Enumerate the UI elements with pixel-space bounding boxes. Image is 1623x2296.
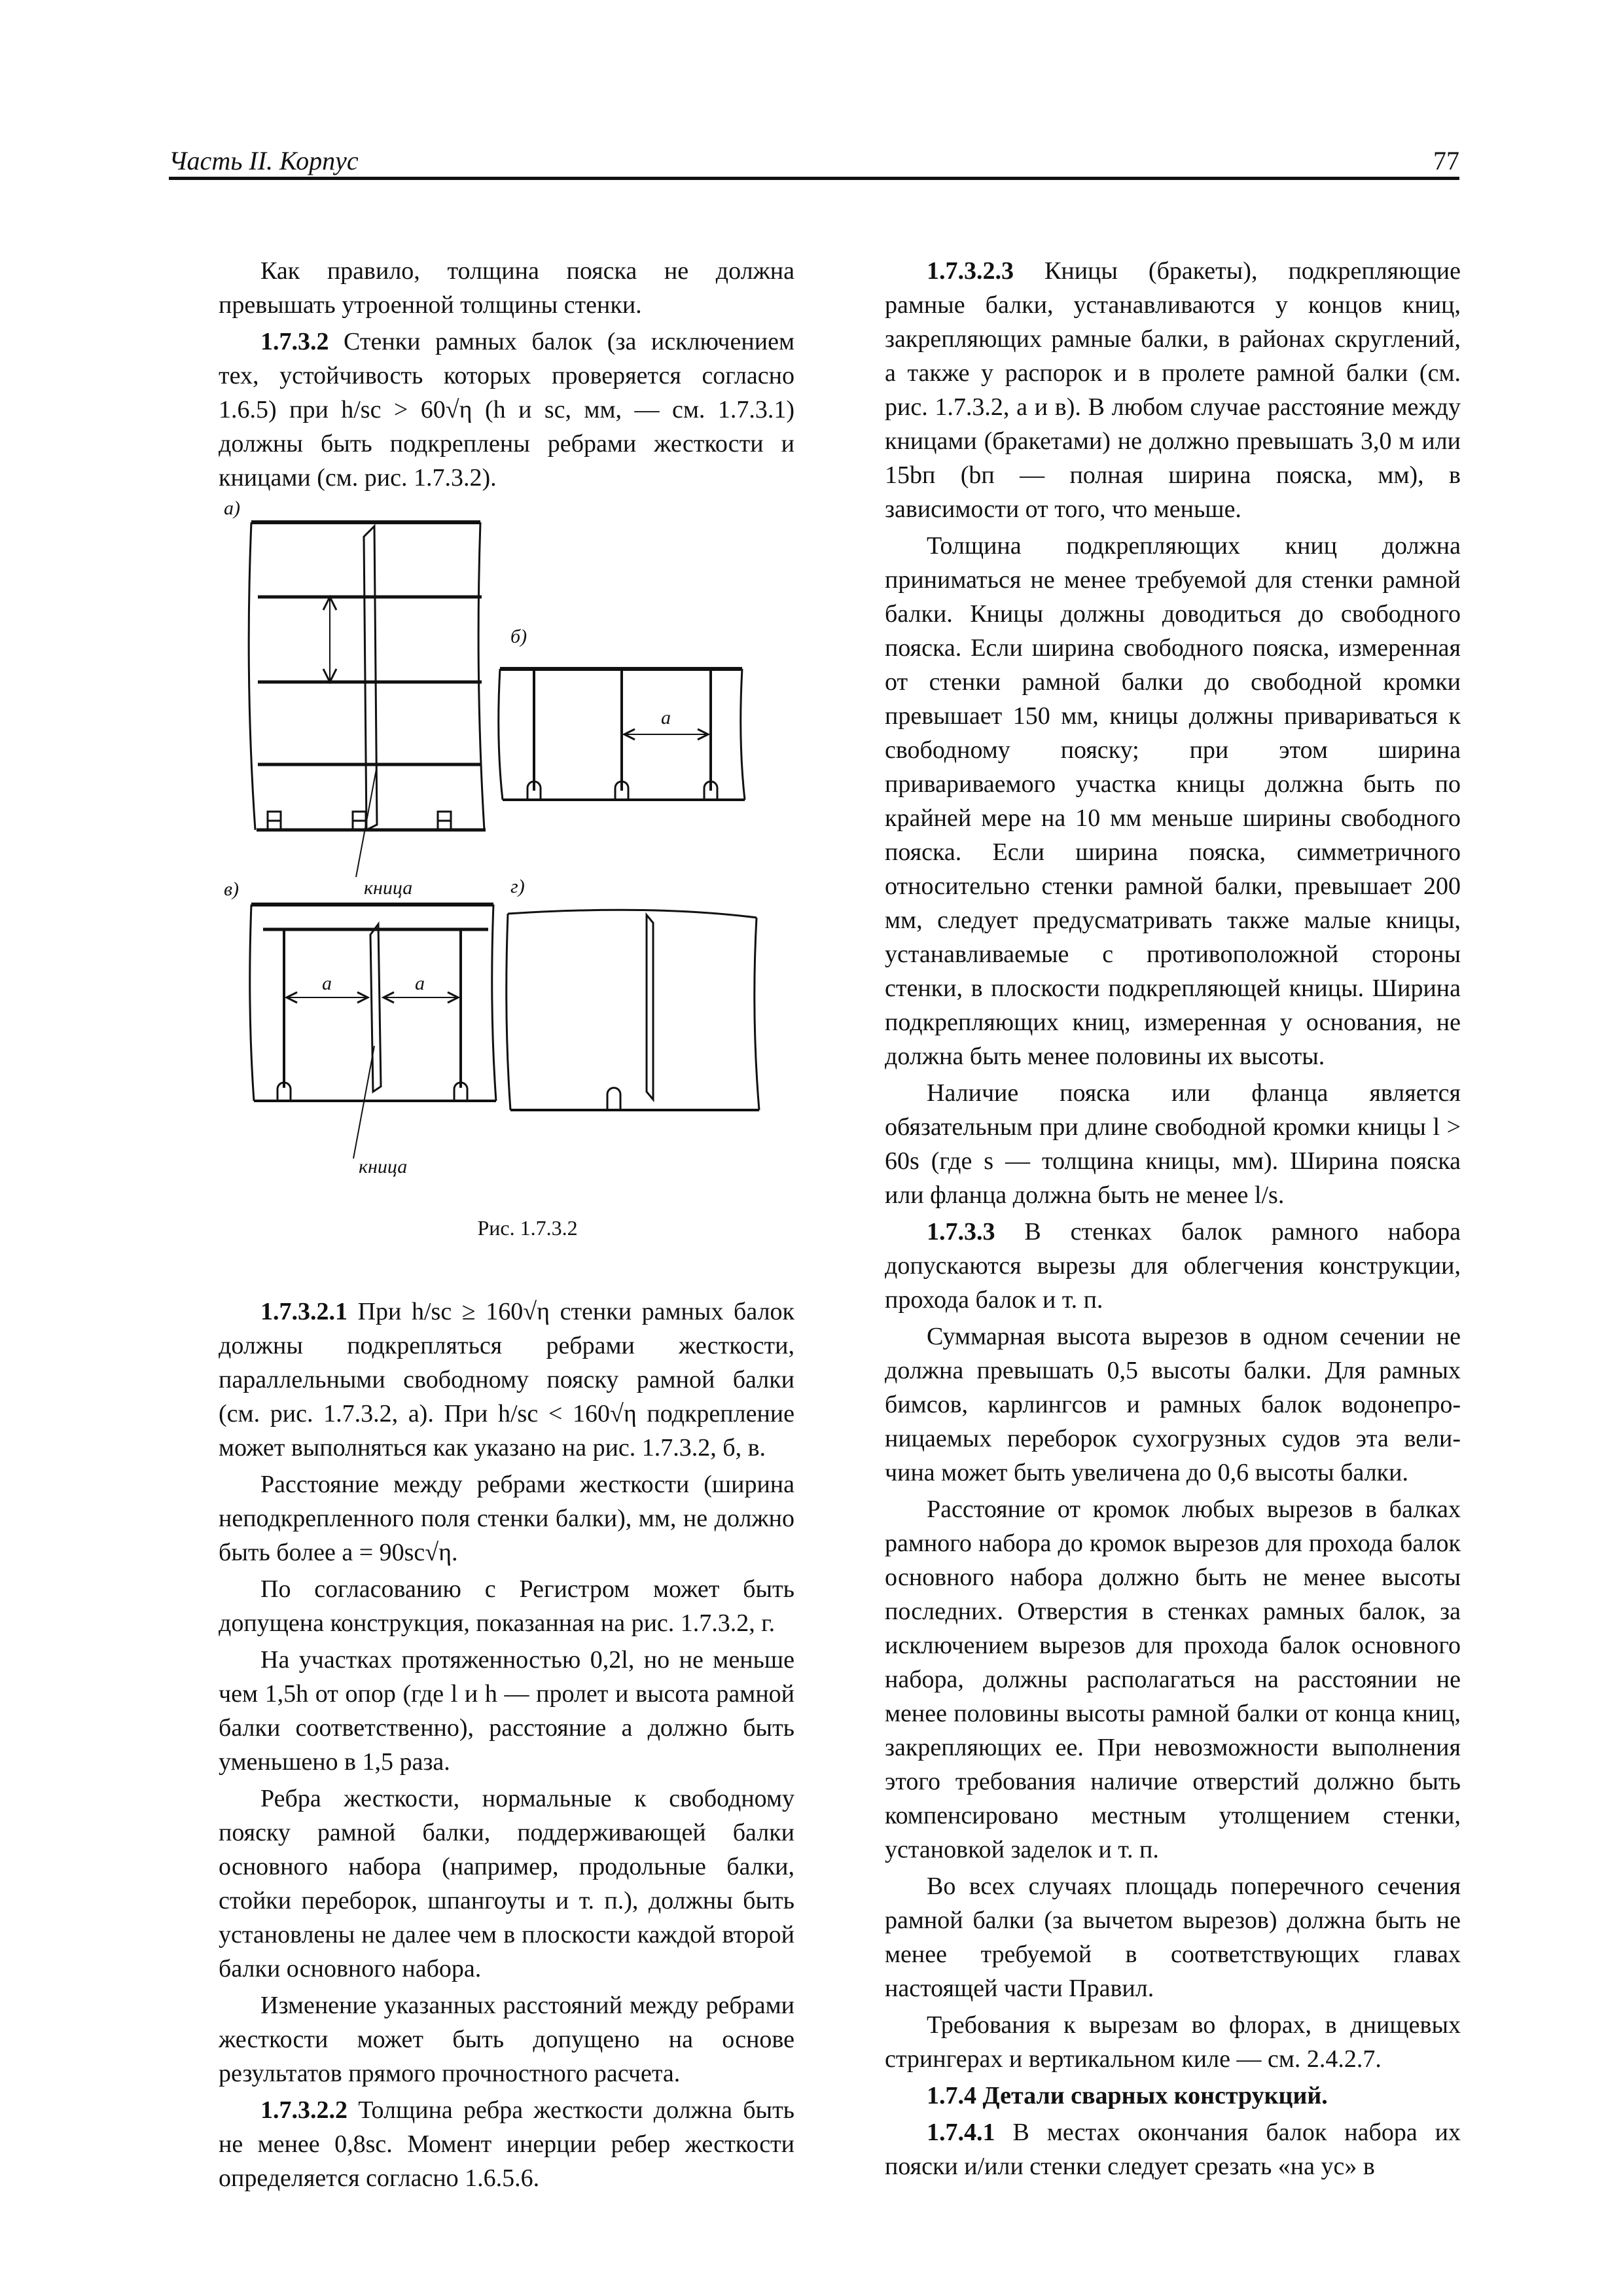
figure-label-v: в) [224,878,240,900]
clause-number: 1.7.4.1 [927,2119,995,2146]
paragraph [885,2115,1461,2183]
paragraph [219,2093,794,2195]
paragraph: Изменение указанных расстояний между ребрами жесткости может быть допущено на основе результатов прямого прочностного расчета. [219,1992,794,2087]
figure-label-a: а) [224,497,240,519]
clause-number: 1.7.3.2.2 [260,2096,348,2124]
knitsa-label: кница [359,1156,408,1177]
dimension-a-label: a [322,973,332,994]
paragraph: Расстояние между ребрами жесткости (ширина неподкрепленного поля стенки балки), мм, не должно быть более a = 90sc√η. [219,1471,794,1566]
page-number: 77 [1433,146,1459,175]
paragraph: Расстояние от кромок любых вырезов в балках рамного набора до кромок вырезов для прохода балок основного набора должно быть не менее высоты последних. Отверстия в стенках рамных балок, за исключением вырезов для прохода балок основного набора, должны располагаться на расстоянии не менее половины высоты рамной балки от конца книц, закрепляющих ее. При невозможности выполнения этого требования наличие отверстий должно быть компенсировано местным утолщением стенки, установкой заделок и т. п. [885,1496,1461,1863]
figure-caption: Рис. 1.7.3.2 [477,1216,578,1240]
paragraph: Суммарная высота вырезов в одном сечении не должна превышать 0,5 высоты балки. Для рамных бимсов, карлингсов и рамных балок водонепро-ницаемых переборок сухогрузных судов эта вели-чина может быть увеличена до 0,6 высоты балки. [885,1323,1461,1486]
clause-text: Толщина ребра жесткости должна быть не менее 0,8sc. Момент инерции ребер жесткости определяется согласно 1.6.5.6. [219,2096,794,2192]
clause-text: Кницы (бракеты), подкрепляющие рамные балки, устанавливаются у концов книц, закрепляющих рамные балки, в районах скруглений, а также у распорок и в пролете рамной балки (см. рис. 1.7.3.2, а и в). В любом случае расстояние между кницами (бракетами) не должно превышать 3,0 м или 15bп (bп — полная ширина пояска, мм), в зависимости от того, что меньше. [885,257,1461,523]
paragraph: Наличие пояска или фланца является обязательным при длине свободной кромки кницы l > 60s (где s — толщина кницы, мм). Ширина пояска или фланца должна быть не менее l/s. [885,1079,1461,1209]
dimension-a-label: a [415,973,425,994]
paragraph [219,325,794,495]
paragraph [885,254,1461,526]
section-heading: 1.7.4 Детали сварных конструкций. [927,2082,1328,2109]
header-section-title: Часть II. Корпус [169,146,359,175]
left-column [219,254,794,2198]
paragraph: Требования к вырезам во флорах, в днищевых стрингерах и вертикальном киле — см. 2.4.2.7. [885,2011,1461,2073]
right-column [885,254,1461,2186]
paragraph: По согласованию с Регистром может быть допущена конструкция, показанная на рис. 1.7.3.2, г. [219,1575,794,1637]
clause-text: В стенках балок рамного набора допускаются вырезы для облегчения конструкции, прохода балок и т. п. [885,1218,1461,1314]
paragraph: Толщина подкрепляющих книц должна приниматься не менее требуемой для стенки рамной балки. Кницы должны доводиться до свободного пояска. Если ширина свободного пояска, измеренная от стенки рамной балки до свободной кромки превышает 150 мм, кницы должны привариваться к свободному пояску; при этом ширина привариваемого участка кницы должна быть по крайней мере на 10 мм меньше ширины свободного пояска. Если ширина пояска, симметричного относительно стенки рамной балки, превышает 200 мм, следует предусматривать также малые кницы, устанавливаемые с противоположной стороны стенки, в плоскости подкрепляющей кницы. Ширина подкрепляющих книц, измеренная у основания, не должна быть менее половины их высоты. [885,532,1461,1070]
paragraph: Во всех случаях площадь поперечного сечения рамной балки (за вычетом вырезов) должна быть не менее требуемой в соответствующих главах настоящей части Правил. [885,1873,1461,2002]
clause-number: 1.7.3.2 [260,328,329,355]
paragraph: Ребра жесткости, нормальные к свободному пояску рамной балки, поддерживающей балки основного набора (например, продольные балки, стойки переборок, шпангоуты и т. п.), должны быть установлены не далее чем в плоскости каждой второй балки основного набора. [219,1785,794,1982]
paragraph [219,1295,794,1465]
figure-label-b: б) [510,626,527,647]
clause-number: 1.7.3.2.1 [260,1298,348,1325]
clause-text: Стенки рамных балок (за исключением тех, устойчивость которых проверяется согласно 1.6.5) при h/sc > 60√η (h и sc, мм, — см. 1.7.3.1) должны быть подкреплены ребрами жесткости и кницами (см. рис. 1.7.3.2). [219,328,794,492]
dimension-a-label: a [661,707,671,728]
clause-text: При h/sc ≥ 160√η стенки рамных балок должны подкрепляться ребрами жесткости, параллельными свободному пояску рамной балки (см. рис. 1.7.3.2, а). При h/sc < 160√η подкрепление может выполняться как указано на рис. 1.7.3.2, б, в. [219,1298,794,1462]
figure-drawing [219,497,794,1191]
header-rule [169,177,1459,180]
clause-number: 1.7.3.3 [927,1218,995,1246]
running-header [169,145,1459,179]
figure-1-7-3-2 [219,497,794,1191]
paragraph: На участках протяженностью 0,2l, но не меньше чем 1,5h от опор (где l и h — пролет и высота рамной балки соответственно), расстояние a должно быть уменьшено в 1,5 раза. [219,1646,794,1776]
knitsa-label: кница [364,877,413,899]
figure-label-g: г) [510,876,525,897]
clause-number: 1.7.3.2.3 [927,257,1014,285]
paragraph: Как правило, толщина пояска не должна превышать утроенной толщины стенки. [219,257,794,319]
paragraph [885,1215,1461,1317]
clause-text: В местах окончания балок набора их пояски и/или стенки следует срезать «на ус» в [885,2119,1461,2180]
